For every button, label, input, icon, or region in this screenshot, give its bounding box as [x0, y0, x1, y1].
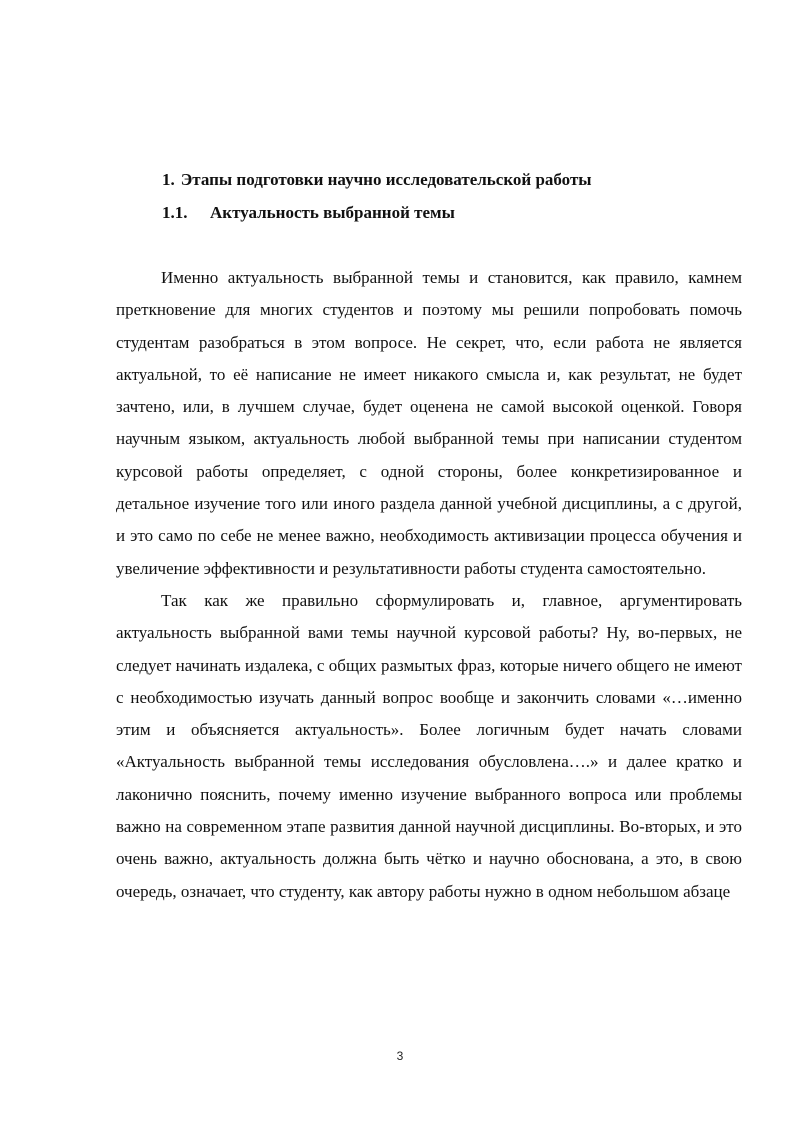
- subsection-heading: [162, 203, 455, 223]
- paragraph-2: Так как же правильно сформулировать и, главное, аргументировать актуальность выбранной вами темы научной курсовой работы? Ну, во-первых, не следует начинать издалека, с общих размытых фраз, которые ничего общего не имеют с необходимостью изучать данный вопрос вообще и закончить словами «…именно этим и объясняется актуальность». Более логичным будет начать словами «Актуальность выбранной темы исследования обусловлена….» и далее кратко и лаконично пояснить, почему именно изучение выбранного вопроса или проблемы важно на современном этапе развития данной научной дисциплины. Во-вторых, и это очень важно, актуальность должна быть чётко и научно обоснована, а это, в свою очередь, означает, что студенту, как автору работы нужно в одном небольшом абзаце: [116, 590, 742, 901]
- body-text: [116, 262, 742, 908]
- page-number: 3: [396, 1049, 404, 1063]
- section-title: Этапы подготовки научно исследовательской работы: [180, 170, 592, 189]
- subsection-title: Актуальность выбранной темы: [210, 203, 455, 222]
- section-heading: [162, 170, 592, 190]
- section-number: 1.: [162, 170, 175, 189]
- subsection-number: 1.1.: [162, 203, 188, 222]
- paragraph-1: Именно актуальность выбранной темы и становится, как правило, камнем преткновение для многих студентов и поэтому мы решили попробовать помочь студентам разобраться в этом вопросе. Не секрет, что, если работа не является актуальной, то её написание не имеет никакого смысла и, как результат, не будет зачтено, или, в лучшем случае, будет оценена не самой высокой оценкой. Говоря научным языком, актуальность любой выбранной темы при написании студентом курсовой работы определяет, с одной стороны, более конкретизированное и детальное изучение того или иного раздела данной учебной дисциплины, а с другой, и это само по себе не менее важно, необходимость активизации процесса обучения и увеличение эффективности и результативности работы студента самостоятельно.: [116, 268, 742, 578]
